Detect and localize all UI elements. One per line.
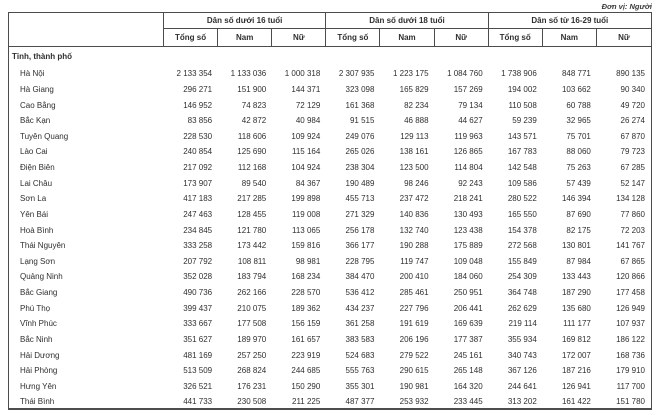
value-cell: 118 606 — [237, 131, 267, 141]
province-name: Yên Bái — [20, 209, 49, 219]
value-cell: 441 733 — [183, 397, 213, 407]
table-row — [9, 332, 651, 348]
value-cell: 156 159 — [291, 319, 321, 329]
value-cell: 133 443 — [561, 272, 591, 282]
value-cell: 87 690 — [566, 209, 591, 219]
province-name: Hà Giang — [20, 84, 54, 94]
value-cell: 104 924 — [291, 163, 321, 173]
value-cell: 126 949 — [616, 303, 645, 313]
value-cell: 254 309 — [507, 272, 537, 282]
value-cell: 228 530 — [183, 131, 213, 141]
value-cell: 157 269 — [453, 84, 483, 94]
value-cell: 140 836 — [399, 209, 429, 219]
province-name: Phú Thọ — [20, 303, 51, 313]
value-cell: 249 076 — [345, 131, 375, 141]
province-name: Bắc Giang — [20, 288, 58, 298]
value-cell: 455 713 — [345, 194, 375, 204]
value-cell: 113 065 — [292, 225, 321, 235]
table-row — [9, 238, 651, 254]
value-cell: 121 780 — [237, 225, 267, 235]
value-cell: 285 461 — [399, 288, 429, 298]
province-name: Hà Nội — [20, 69, 45, 79]
value-cell: 364 748 — [507, 288, 537, 298]
value-cell: 481 169 — [183, 350, 213, 360]
value-cell: 75 263 — [566, 163, 591, 173]
subheader-female-3: Nữ — [618, 33, 630, 42]
value-cell: 126 941 — [561, 381, 591, 391]
subheader-total-1: Tổng số — [164, 29, 218, 46]
value-cell: 146 952 — [183, 100, 213, 110]
value-cell: 91 515 — [349, 116, 375, 126]
value-cell: 272 568 — [507, 241, 537, 251]
value-cell: 265 148 — [453, 366, 483, 376]
table-row — [9, 144, 651, 160]
value-cell: 228 795 — [345, 256, 375, 266]
province-name: Quảng Ninh — [20, 272, 63, 282]
value-cell: 268 824 — [237, 366, 267, 376]
value-cell: 271 329 — [345, 209, 375, 219]
province-name: Hải Dương — [20, 350, 60, 360]
province-name: Hải Phòng — [20, 366, 58, 376]
value-cell: 384 470 — [345, 272, 375, 282]
value-cell: 355 301 — [345, 381, 375, 391]
value-cell: 555 763 — [345, 366, 375, 376]
value-cell: 194 002 — [507, 84, 537, 94]
table-header — [8, 12, 652, 47]
value-cell: 177 387 — [453, 334, 483, 344]
value-cell: 179 910 — [616, 366, 645, 376]
value-cell: 2 307 935 — [338, 69, 375, 79]
value-cell: 52 147 — [620, 178, 645, 188]
value-cell: 296 271 — [183, 84, 213, 94]
value-cell: 173 907 — [183, 178, 213, 188]
value-cell: 75 701 — [566, 131, 591, 141]
province-name: Hưng Yên — [20, 381, 57, 391]
table-row — [9, 285, 651, 301]
value-cell: 120 866 — [616, 272, 645, 282]
value-cell: 138 161 — [399, 147, 429, 157]
value-cell: 142 548 — [507, 163, 537, 173]
value-cell: 351 627 — [183, 334, 213, 344]
value-cell: 117 700 — [616, 381, 645, 391]
value-cell: 227 796 — [399, 303, 429, 313]
value-cell: 211 225 — [292, 397, 321, 407]
province-name: Lào Cai — [20, 147, 48, 157]
value-cell: 218 241 — [453, 194, 483, 204]
value-cell: 262 629 — [507, 303, 537, 313]
value-cell: 417 183 — [183, 194, 213, 204]
value-cell: 848 771 — [561, 69, 591, 79]
subheader-total-2: Tổng số — [326, 29, 380, 46]
value-cell: 134 128 — [616, 194, 645, 204]
value-cell: 109 586 — [507, 178, 537, 188]
value-cell: 46 888 — [404, 116, 429, 126]
value-cell: 114 804 — [454, 163, 483, 173]
value-cell: 49 720 — [620, 100, 645, 110]
value-cell: 190 981 — [399, 381, 429, 391]
subheader-male-3: Nam — [543, 29, 597, 46]
value-cell: 206 196 — [399, 334, 429, 344]
value-cell: 129 113 — [400, 131, 429, 141]
value-cell: 244 685 — [291, 366, 321, 376]
value-cell: 187 216 — [561, 366, 591, 376]
value-cell: 87 984 — [566, 256, 591, 266]
value-cell: 89 540 — [241, 178, 267, 188]
value-cell: 123 500 — [399, 163, 429, 173]
value-cell: 67 865 — [620, 256, 645, 266]
table-body — [9, 66, 651, 410]
value-cell: 108 811 — [237, 256, 267, 266]
value-cell: 173 442 — [237, 241, 267, 251]
value-cell: 155 849 — [507, 256, 537, 266]
value-cell: 126 865 — [453, 147, 483, 157]
value-cell: 40 984 — [295, 116, 321, 126]
value-cell: 132 740 — [399, 225, 429, 235]
table-row — [9, 222, 651, 238]
value-cell: 257 250 — [237, 350, 267, 360]
value-cell: 1 084 760 — [447, 69, 483, 79]
value-cell: 83 856 — [187, 116, 213, 126]
province-name: Lai Châu — [20, 178, 53, 188]
value-cell: 190 489 — [345, 178, 375, 188]
table-row — [9, 363, 651, 379]
value-cell: 177 458 — [616, 288, 645, 298]
value-cell: 399 437 — [183, 303, 213, 313]
value-cell: 513 509 — [183, 366, 213, 376]
corner-cell — [9, 13, 164, 46]
value-cell: 262 166 — [237, 288, 267, 298]
value-cell: 237 472 — [399, 194, 429, 204]
province-name: Điện Biên — [20, 163, 55, 173]
value-cell: 250 951 — [453, 288, 483, 298]
subheader-male-2: Nam — [380, 29, 434, 46]
value-cell: 228 570 — [291, 288, 321, 298]
value-cell: 150 290 — [291, 381, 321, 391]
value-cell: 191 619 — [399, 319, 429, 329]
value-cell: 265 026 — [345, 147, 375, 157]
value-cell: 536 412 — [345, 288, 375, 298]
province-name: Hoà Bình — [20, 225, 54, 235]
value-cell: 164 320 — [453, 381, 483, 391]
value-cell: 119 008 — [292, 209, 321, 219]
unit-label: Đơn vị: Người — [601, 2, 652, 11]
table-row — [9, 347, 651, 363]
value-cell: 130 493 — [453, 209, 483, 219]
value-cell: 128 455 — [237, 209, 267, 219]
value-cell: 172 007 — [561, 350, 591, 360]
value-cell: 168 234 — [291, 272, 321, 282]
table-row — [9, 300, 651, 316]
value-cell: 487 377 — [345, 397, 375, 407]
value-cell: 238 304 — [345, 163, 375, 173]
value-cell: 151 900 — [237, 84, 267, 94]
value-cell: 67 870 — [620, 131, 645, 141]
value-cell: 111 177 — [563, 319, 591, 329]
value-cell: 219 114 — [508, 319, 537, 329]
group-header-16-29: Dân số từ 16-29 tuổi — [489, 13, 651, 29]
value-cell: 352 028 — [183, 272, 213, 282]
value-cell: 176 231 — [237, 381, 267, 391]
province-name: Vĩnh Phúc — [20, 319, 57, 329]
value-cell: 165 550 — [507, 209, 537, 219]
table-row — [9, 129, 651, 145]
subheader-male-1: Nam — [218, 29, 272, 46]
value-cell: 183 794 — [237, 272, 267, 282]
value-cell: 186 122 — [616, 334, 645, 344]
subheader-total-3: Tổng số — [489, 29, 543, 46]
table-body-box — [8, 47, 652, 410]
table-row — [9, 191, 651, 207]
value-cell: 60 788 — [566, 100, 591, 110]
group-header-under-18: Dân số dưới 18 tuổi — [326, 13, 488, 29]
value-cell: 154 378 — [507, 225, 537, 235]
value-cell: 159 816 — [291, 241, 321, 251]
value-cell: 143 571 — [507, 131, 537, 141]
value-cell: 77 860 — [620, 209, 645, 219]
table-row — [9, 394, 651, 410]
table-row — [9, 160, 651, 176]
value-cell: 107 937 — [616, 319, 645, 329]
subheader-female-2: Nữ — [435, 29, 489, 46]
value-cell: 44 627 — [458, 116, 483, 126]
value-cell: 280 522 — [507, 194, 537, 204]
province-name: Tuyên Quang — [20, 131, 69, 141]
value-cell: 234 845 — [183, 225, 213, 235]
value-cell: 146 394 — [561, 194, 591, 204]
value-cell: 92 243 — [458, 178, 483, 188]
value-cell: 189 362 — [291, 303, 321, 313]
value-cell: 333 258 — [183, 241, 213, 251]
province-name: Cao Bằng — [20, 100, 56, 110]
value-cell: 247 463 — [183, 209, 213, 219]
value-cell: 103 662 — [561, 84, 591, 94]
value-cell: 82 175 — [566, 225, 591, 235]
value-cell: 165 829 — [399, 84, 429, 94]
value-cell: 109 048 — [453, 256, 483, 266]
value-cell: 326 521 — [183, 381, 213, 391]
value-cell: 72 203 — [620, 225, 645, 235]
value-cell: 119 747 — [400, 256, 429, 266]
value-cell: 123 438 — [453, 225, 483, 235]
table-row — [9, 269, 651, 285]
value-cell: 98 246 — [404, 178, 429, 188]
value-cell: 190 288 — [399, 241, 429, 251]
value-cell: 383 583 — [345, 334, 375, 344]
value-cell: 98 981 — [295, 256, 321, 266]
value-cell: 189 970 — [237, 334, 267, 344]
value-cell: 79 134 — [458, 100, 483, 110]
value-cell: 161 422 — [561, 397, 591, 407]
value-cell: 135 680 — [561, 303, 591, 313]
value-cell: 175 889 — [453, 241, 483, 251]
value-cell: 355 934 — [507, 334, 537, 344]
value-cell: 187 290 — [561, 288, 591, 298]
table-row — [9, 316, 651, 332]
value-cell: 223 919 — [291, 350, 321, 360]
value-cell: 200 410 — [399, 272, 429, 282]
table-row — [9, 82, 651, 98]
value-cell: 161 657 — [291, 334, 321, 344]
value-cell: 333 667 — [183, 319, 213, 329]
value-cell: 1 223 175 — [392, 69, 429, 79]
table-row — [9, 207, 651, 223]
value-cell: 217 285 — [237, 194, 267, 204]
value-cell: 169 812 — [561, 334, 591, 344]
value-cell: 233 445 — [453, 397, 483, 407]
value-cell: 144 371 — [291, 84, 321, 94]
value-cell: 207 792 — [183, 256, 213, 266]
value-cell: 177 508 — [237, 319, 267, 329]
value-cell: 290 615 — [399, 366, 429, 376]
value-cell: 279 522 — [399, 350, 429, 360]
value-cell: 217 092 — [183, 163, 213, 173]
value-cell: 434 237 — [345, 303, 375, 313]
value-cell: 206 441 — [453, 303, 483, 313]
value-cell: 890 135 — [616, 69, 645, 79]
value-cell: 59 239 — [512, 116, 537, 126]
value-cell: 130 801 — [561, 241, 591, 251]
value-cell: 490 736 — [183, 288, 213, 298]
value-cell: 151 780 — [616, 397, 645, 407]
value-cell: 199 898 — [291, 194, 321, 204]
value-cell: 88 060 — [566, 147, 591, 157]
value-cell: 524 683 — [345, 350, 375, 360]
value-cell: 110 508 — [508, 100, 537, 110]
province-name: Sơn La — [20, 194, 47, 204]
value-cell: 184 060 — [453, 272, 483, 282]
table-row — [9, 66, 651, 82]
value-cell: 109 924 — [291, 131, 321, 141]
table-row — [9, 254, 651, 270]
value-cell: 26 274 — [620, 116, 645, 126]
value-cell: 115 164 — [292, 147, 321, 157]
value-cell: 169 639 — [453, 319, 483, 329]
value-cell: 167 783 — [507, 147, 537, 157]
value-cell: 32 965 — [566, 116, 591, 126]
value-cell: 340 743 — [507, 350, 537, 360]
province-name: Thái Bình — [20, 397, 55, 407]
value-cell: 90 340 — [620, 84, 645, 94]
value-cell: 210 075 — [237, 303, 267, 313]
value-cell: 256 178 — [345, 225, 375, 235]
subheader-female-1: Nữ — [272, 29, 326, 46]
value-cell: 253 932 — [399, 397, 429, 407]
province-name: Bắc Ninh — [20, 334, 53, 344]
province-name: Bắc Kạn — [20, 116, 51, 126]
table-row — [9, 175, 651, 191]
value-cell: 1 133 036 — [230, 69, 267, 79]
value-cell: 79 723 — [620, 147, 645, 157]
value-cell: 240 854 — [183, 147, 213, 157]
value-cell: 125 690 — [237, 147, 267, 157]
value-cell: 112 168 — [237, 163, 267, 173]
value-cell: 72 129 — [295, 100, 321, 110]
value-cell: 84 367 — [295, 178, 321, 188]
value-cell: 82 234 — [404, 100, 429, 110]
table-row — [9, 97, 651, 113]
value-cell: 141 767 — [616, 241, 645, 251]
value-cell: 323 098 — [345, 84, 375, 94]
value-cell: 42 872 — [241, 116, 267, 126]
value-cell: 57 439 — [566, 178, 591, 188]
value-cell: 245 161 — [453, 350, 483, 360]
value-cell: 168 736 — [616, 350, 645, 360]
province-name: Thái Nguyên — [20, 241, 66, 251]
value-cell: 74 823 — [241, 100, 267, 110]
value-cell: 230 508 — [237, 397, 267, 407]
value-cell: 161 368 — [345, 100, 375, 110]
table-row — [9, 113, 651, 129]
value-cell: 367 126 — [507, 366, 537, 376]
table-row — [9, 379, 651, 395]
value-cell: 1 000 318 — [284, 69, 321, 79]
value-cell: 1 738 906 — [501, 69, 537, 79]
province-name: Lạng Sơn — [20, 256, 56, 266]
value-cell: 119 963 — [454, 131, 483, 141]
value-cell: 244 641 — [507, 381, 537, 391]
row-group-header: Tỉnh, thành phố — [12, 52, 72, 61]
value-cell: 366 177 — [345, 241, 375, 251]
value-cell: 361 258 — [345, 319, 375, 329]
value-cell: 2 133 354 — [176, 69, 213, 79]
group-header-under-16: Dân số dưới 16 tuổi — [164, 13, 326, 29]
value-cell: 313 202 — [507, 397, 537, 407]
value-cell: 67 285 — [620, 163, 645, 173]
